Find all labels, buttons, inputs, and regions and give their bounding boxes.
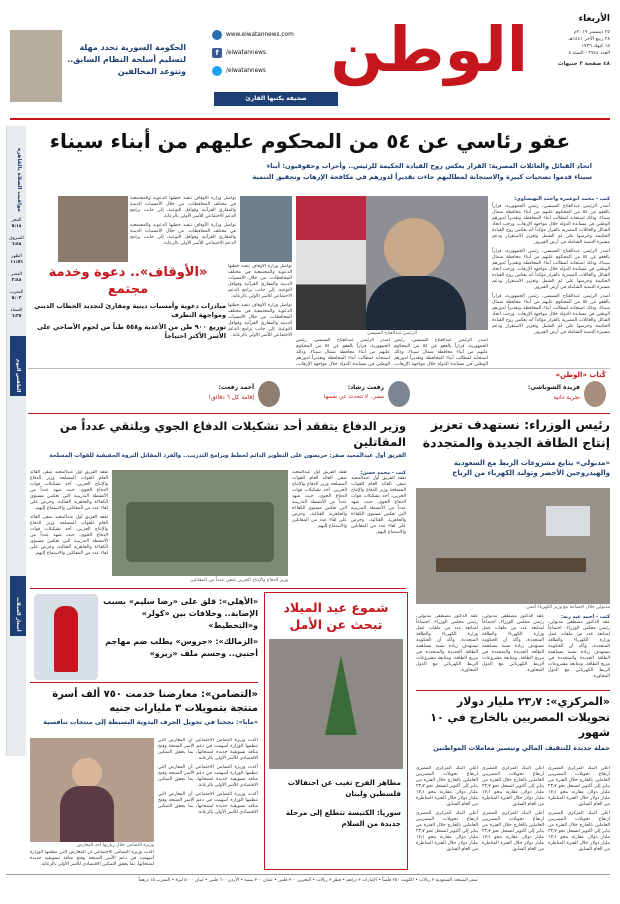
christmas-box <box>264 592 408 870</box>
pm-bullet: «مدبولي» يتابع مشروعات الربط مع السعودية والهيدروجين الأخضر وتوليد الكهرباء من الرياح <box>452 459 610 477</box>
writer-name: رفعت رشاد: <box>347 384 384 391</box>
masthead-day: الأربعاء <box>578 14 610 24</box>
prayer-time: ٥:٠٣ <box>11 296 22 301</box>
masthead <box>0 0 620 118</box>
defense-body-col: تفقد الفريق أول عبدالمجيد صقر، القائد العام للقوات المسلحة وزير الدفاع والإنتاج الحربي، أحد تشكيلات قوات الدفاع الجوي، حيث شهد عدداً من الأنشطة التدريبية التي تعكس مستوى الكفاءة والجاهزية القتالية، وحرص على لقاء عدد من المقاتلين والاستماع إليهم. <box>30 515 108 556</box>
prayer-name: المغرب <box>9 290 24 295</box>
writer-avatar <box>584 381 606 407</box>
main-body: أصدر الرئيس عبدالفتاح السيسي، رئيس الجمهورية، قراراً بالعفو عن ٥٤ من المحكوم عليهم من أبناء محافظة شمال سيناء، وذلك استجابة لمطالب أبناء المحافظة وتقديراً لدورهم الوطني في مساندة الدولة خلال مواجهة الإرهاب، ورحب اتحاد القبائل والعائلات المصرية بالقرار مؤكداً أنه يعكس روح القيادة الحكيمة وحرصها على لم الشمل وتعزيز الاستقرار ودعم مسيرة التنمية الشاملة في أرض الفيروز. <box>492 204 610 245</box>
cbe-headline[interactable]: «المركزي»: ٢٣٫٧ مليار دولار تحويلات المصريين بالخارج في ١٠ شهور <box>430 695 610 739</box>
cbe-body-col: أعلن البنك المركزي المصري ارتفاع تحويلات المصريين العاملين بالخارج خلال الفترة من يناير إلى أكتوبر لتسجل نحو ٢٣٫٧ مليار دولار، مقارنة بنحو ١٧٫١ مليار دولار خلال الفترة المناظرة من العام السابق. <box>482 766 544 807</box>
writers-label: كُتاب «الوطن» <box>555 371 606 379</box>
awqaf-headline[interactable]: «الأوقاف».. دعوة وخدمة مجتمع <box>48 265 208 297</box>
sports-item-1[interactable]: «الأهلي»: قلق على «رضا سليم» بسبب الإصابة.. وخلافات بين «كولر» و«التخطيط» <box>103 597 258 630</box>
writer-avatar <box>388 381 410 407</box>
date-line: ٢٥ ديسمبر ٢٠١٩م <box>573 30 610 35</box>
cbe-bullet: حملة جديدة للتثقيف المالي وتيسير معاملات المواطنين <box>433 744 610 752</box>
main-story-text <box>492 196 610 368</box>
main-body-col: أصدر الرئيس عبدالفتاح السيسي، رئيس الجمهورية، قراراً بالعفو عن ٥٤ من المحكوم عليهم من أبناء محافظة شمال سيناء، وذلك استجابة لمطالب أبناء المحافظة وتقديراً لدورهم الوطني في مساندة الدولة خلال مواجهة الإرهاب، <box>394 338 488 367</box>
prayer-name: العشاء <box>10 308 23 313</box>
pm-caption: مدبولي خلال اجتماعه مع وزير الكهرباء أمس <box>526 605 610 610</box>
defense-body: تفقد الفريق أول عبدالمجيد صقر، القائد العام للقوات المسلحة وزير الدفاع والإنتاج الحربي، أحد تشكيلات قوات الدفاع الجوي، حيث شهد عدداً من الأنشطة التدريبية التي تعكس مستوى الكفاءة والجاهزية القتالية، وحرص على لقاء عدد من المقاتلين والاستماع إليهم. <box>351 476 406 535</box>
awqaf-body-col: تواصل وزارة الأوقاف تنفيذ خطتها الدعوية والمجتمعية في مختلف المحافظات، من خلال الأمسيات الدينية والمقارئ القرآنية وقوافل التوعية، إلى جانب برامج الدعم الاجتماعي للأسر الأولى بالرعاية. <box>228 264 292 299</box>
prayer-name: العصر <box>11 272 22 277</box>
masthead-tagline: صحيفة يكتبها القارئ <box>214 92 338 106</box>
pm-byline: كتب - أحمد عبد ربه: <box>561 614 610 620</box>
sports-photo <box>34 594 98 680</box>
weather-label: الطقس اليوم <box>10 336 26 396</box>
masthead-divider <box>10 118 610 120</box>
pm-headline[interactable]: رئيس الوزراء: نستهدف تعزيز إنتاج الطاقة الجديدة والمتجددة <box>422 417 610 450</box>
cbe-text <box>416 766 610 870</box>
pm-photo-table <box>436 558 586 572</box>
sports-item-2[interactable]: «الزمالك»: «جروس» يطلب ضم مهاجم أجنبي.. وحسم ملف «زيزو» <box>105 637 258 658</box>
defense-text-right <box>292 470 406 586</box>
main-photo-caption: الرئيس عبدالفتاح السيسي <box>366 331 418 336</box>
awqaf-body: تواصل وزارة الأوقاف تنفيذ خطتها الدعوية والمجتمعية في مختلف المحافظات، من خلال الأمسيات الدينية والمقارئ القرآنية وقوافل التوعية، إلى جانب برامج الدعم الاجتماعي للأسر الأولى بالرعاية. <box>130 196 236 219</box>
writer-name: أحمد رفعت: <box>218 384 254 391</box>
defense-text-left <box>30 470 108 586</box>
defense-headline[interactable]: وزير الدفاع يتفقد أحد تشكيلات الدفاع الجوي ويلتقي عدداً من المقاتلين <box>59 419 406 449</box>
cbe-body-col: أعلن البنك المركزي المصري ارتفاع تحويلات المصريين العاملين بالخارج خلال الفترة من يناير إلى أكتوبر لتسجل نحو ٢٣٫٧ مليار دولار، مقارنة بنحو ١٧٫١ مليار دولار خلال الفترة المناظرة من العام السابق. <box>416 811 478 852</box>
defense-byline: كتب - محمد حسن: <box>360 470 406 476</box>
prayer-time: ٢:٤٨ <box>11 278 22 283</box>
masthead-links <box>212 30 342 76</box>
section-divider <box>30 682 258 683</box>
writer-card[interactable] <box>160 381 280 409</box>
defense-body-col: تفقد الفريق أول عبدالمجيد صقر، القائد العام للقوات المسلحة وزير الدفاع والإنتاج الحربي، أحد تشكيلات قوات الدفاع الجوي، حيث شهد عدداً من الأنشطة التدريبية التي تعكس مستوى الكفاءة والجاهزية القتالية، وحرص على لقاء عدد من المقاتلين والاستماع إليهم. <box>30 470 108 511</box>
section-divider <box>30 588 406 589</box>
writer-title: تجربة ذاتية <box>553 394 580 401</box>
writer-title: مصر.. لا تتحدث عن نفسها <box>323 394 384 400</box>
awqaf-body-cont: تواصل وزارة الأوقاف تنفيذ خطتها الدعوية والمجتمعية في مختلف المحافظات، من خلال الأمسيات الدينية والمقارئ القرآنية وقوافل التوعية، إلى جانب برامج الدعم الاجتماعي للأسر الأولى بالرعاية. <box>130 223 236 246</box>
writer-avatar <box>258 381 280 407</box>
awqaf-lower-text <box>228 264 292 368</box>
cbe-body-col: أعلن البنك المركزي المصري ارتفاع تحويلات المصريين العاملين بالخارج خلال الفترة من يناير إلى أكتوبر لتسجل نحو ٢٣٫٧ مليار دولار، مقارنة بنحو ١٧٫١ مليار دولار خلال الفترة المناظرة من العام السابق. <box>416 766 478 807</box>
section-divider <box>28 413 610 414</box>
takaful-body-col: أكدت وزيرة التضامن الاجتماعي أن المعارض التي تنظمها الوزارة أسهمت في دعم الأسر المنتجة وفتح منافذ تسويقية جديدة لمنتجاتها، بما يحقق التمكين الاقتصادي للأسر الأولى بالرعاية. <box>30 850 154 867</box>
prayer-name: الظهر <box>11 254 22 259</box>
takaful-figure <box>72 758 102 788</box>
writer-card[interactable] <box>290 381 410 409</box>
awqaf-bullet-2: توزيع ٩٠٠ طن من الأغذية و٥٥٨ طناً من لحوم الأضاحي على الأسر الأكثر احتياجاً <box>37 323 226 340</box>
awqaf-text <box>130 196 236 262</box>
facebook-icon: f <box>212 48 222 58</box>
christmas-bullet-2: سوريا: الكنيسة تتطلع إلى مرحلة جديدة من السلام <box>285 808 401 828</box>
writer-title: إقامة كل ٦ دقائق! <box>208 394 254 401</box>
masthead-logo: الوطن <box>330 13 528 86</box>
section-divider <box>416 690 610 691</box>
main-body-cont: أصدر الرئيس عبدالفتاح السيسي، رئيس الجمهورية، قراراً بالعفو عن ٥٤ من المحكوم عليهم من أبناء محافظة شمال سيناء، وذلك استجابة لمطالب أبناء المحافظة وتقديراً لدورهم الوطني في مساندة الدولة خلال مواجهة الإرهاب، ورحب اتحاد القبائل والعائلات المصرية بالقرار مؤكداً أنه يعكس روح القيادة الحكيمة وحرصها على لم الشمل وتعزيز الاستقرار ودعم مسيرة التنمية الشاملة في أرض الفيروز. <box>492 249 610 290</box>
awqaf-body-col: تواصل وزارة الأوقاف تنفيذ خطتها الدعوية والمجتمعية في مختلف المحافظات، من خلال الأمسيات الدينية والمقارئ القرآنية وقوافل التوعية، إلى جانب برامج الدعم الاجتماعي للأسر الأولى بالرعاية. <box>228 303 292 338</box>
main-story-lower <box>296 338 488 368</box>
defense-deck: الفريق أول عبدالمجيد صقر: حريصون على التطوير الدائم لخطط وبرامج التدريب.. والفرد المقاتل الثروة الحقيقية للقوات المسلحة <box>49 453 406 459</box>
cbe-body: أعلن البنك المركزي المصري ارتفاع تحويلات المصريين العاملين بالخارج خلال الفترة من يناير إلى أكتوبر لتسجل نحو ٢٣٫٧ مليار دولار، مقارنة بنحو ١٧٫١ مليار دولار خلال الفترة المناظرة من العام السابق. <box>548 766 610 807</box>
main-body-col: أصدر الرئيس عبدالفتاح السيسي، رئيس الجمهورية، قراراً بالعفو عن ٥٤ من المحكوم عليهم من أبناء محافظة شمال سيناء، وذلك استجابة لمطالب أبناء المحافظة وتقديراً لدورهم الوطني في مساندة الدولة خلال مواجهة الإرهاب، <box>296 338 390 367</box>
masthead-promo[interactable]: الحكومة السورية تحدد مهلة لتسليم أسلحة النظام السابق.. وتتوعد المخالفين <box>67 43 186 76</box>
cbe-body-cont: أعلن البنك المركزي المصري ارتفاع تحويلات المصريين العاملين بالخارج خلال الفترة من يناير إلى أكتوبر لتسجل نحو ٢٣٫٧ مليار دولار، مقارنة بنحو ١٧٫١ مليار دولار خلال الفترة المناظرة من العام السابق. <box>548 811 610 852</box>
defense-body-col: تفقد الفريق أول عبدالمجيد صقر، القائد العام للقوات المسلحة وزير الدفاع والإنتاج الحربي، أحد تشكيلات قوات الدفاع الجوي، حيث شهد عدداً من الأنشطة التدريبية التي تعكس مستوى الكفاءة والجاهزية القتالية، وحرص على لقاء عدد من المقاتلين والاستماع إليهم. <box>292 470 347 529</box>
date-line: ١٥ كيهك ١٧٣٦ <box>581 44 610 49</box>
cbe-body-col: أعلن البنك المركزي المصري ارتفاع تحويلات المصريين العاملين بالخارج خلال الفترة من يناير إلى أكتوبر لتسجل نحو ٢٣٫٧ مليار دولار، مقارنة بنحو ١٧٫١ مليار دولار خلال الفترة المناظرة من العام السابق. <box>482 811 544 852</box>
sidebar <box>6 126 26 756</box>
christmas-tree <box>325 655 357 735</box>
sports-player <box>54 606 78 672</box>
pm-photo <box>416 488 610 604</box>
date-line: ٢٨ ربيع الآخر ١٤٤١هـ <box>568 37 610 42</box>
pm-body-col: عقد الدكتور مصطفى مدبولي، رئيس مجلس الوزراء، اجتماعاً لمتابعة عدد من ملفات عمل وزارة الكهرباء والطاقة المتجددة، وأكد أن الحكومة تستهدف زيادة نسبة مساهمة الطاقة الجديدة والمتجددة في مزيج الطاقة، ومتابعة مشروعات الربط الكهربائي مع الدول المجاورة. <box>416 614 478 673</box>
main-deck-1: اتحاد القبائل والعائلات المصرية: القرار يعكس روح القيادة الحكيمة للرئيس.. وأحزاب وحقوقيون: أبناء <box>266 162 592 170</box>
defense-photo <box>112 470 288 576</box>
takaful-bullet: «مايا»: نجحنا في تحويل الحرف اليدوية البسيطة إلى منتجات تنافسية <box>43 718 258 726</box>
christmas-headline[interactable]: شموع عيد الميلاد تبحث عن الأمل <box>283 600 389 632</box>
awqaf-photo <box>58 196 128 262</box>
footer-bar <box>6 874 610 888</box>
christmas-bullet-1: مظاهر الفرح تغيب عن احتفالات فلسطين ولبنان <box>287 778 401 798</box>
takaful-body-cont: أكدت وزيرة التضامن الاجتماعي أن المعارض التي تنظمها الوزارة أسهمت في دعم الأسر المنتجة وفتح منافذ تسويقية جديدة لمنتجاتها، بما يحقق التمكين الاقتصادي للأسر الأولى بالرعاية. <box>158 765 258 788</box>
portrait-suit <box>366 276 466 330</box>
portrait-shape <box>384 218 444 278</box>
defense-caption: وزير الدفاع والإنتاج الحربي يلتقي عدداً من المقاتلين <box>190 578 288 583</box>
prayer-time: ١١:٥٦ <box>10 260 23 265</box>
facebook-link[interactable]: /elwatannews <box>226 49 266 56</box>
prayer-list <box>7 216 26 322</box>
twitter-link[interactable]: /elwatannews <box>226 67 266 74</box>
footer-prices: سعر النسخة: السعودية ٣ ريالات • الكويت ٢٥٠ فلساً • الإمارات ٣ دراهم • قطر ٣ ريالات • البحرين ٣٠٠ فلس • عمان ٣٠٠ بيسة • الأردن ٦٠٠ فلس • لبنان ٥٠٠٠ ليرة • المغرب ١٥ درهماً <box>138 878 478 883</box>
prayer-time: ٦:٤٨ <box>11 242 22 247</box>
prayer-time: ٦:٢٥ <box>11 314 22 319</box>
takaful-headline[interactable]: «التضامن»: معارضنا خدمت ٧٥٠ ألف أسرة منتجة بتمويلات ٣ مليارات جنيه <box>52 689 258 714</box>
prayer-time: ٥:١٨ <box>11 224 22 229</box>
takaful-body-cont: أكدت وزيرة التضامن الاجتماعي أن المعارض التي تنظمها الوزارة أسهمت في دعم الأسر المنتجة وفتح منافذ تسويقية جديدة لمنتجاتها، بما يحقق التمكين الاقتصادي للأسر الأولى بالرعاية. <box>158 792 258 815</box>
website-link[interactable]: www.elwatannews.com <box>226 31 294 38</box>
main-byline: كتب - محمد أبوعمرة وأحمد البهنساوي: <box>514 196 610 202</box>
date-line: العدد ٢٧٤٤ - السنة ٨ <box>568 51 610 56</box>
promo-photo <box>10 30 62 102</box>
takaful-text-lower <box>30 850 154 870</box>
currency-label: أسعار العملات <box>10 576 26 636</box>
takaful-figure-body <box>60 786 114 842</box>
main-photo <box>296 196 488 330</box>
flag-graphic <box>296 196 366 330</box>
prayer-name: الفجر <box>11 218 22 223</box>
takaful-caption: وزيرة التضامن خلال زيارتها أحد المعارض <box>76 843 154 848</box>
takaful-body: أكدت وزيرة التضامن الاجتماعي أن المعارض التي تنظمها الوزارة أسهمت في دعم الأسر المنتجة وفتح منافذ تسويقية جديدة لمنتجاتها، بما يحقق التمكين الاقتصادي للأسر الأولى بالرعاية. <box>158 738 258 761</box>
globe-icon <box>212 30 222 40</box>
masthead-price: ٤٨ صفحة ٣ جنيهات <box>557 61 610 67</box>
takaful-text <box>158 738 258 868</box>
defense-photo-group <box>126 502 274 562</box>
main-body-cont: أصدر الرئيس عبدالفتاح السيسي، رئيس الجمهورية، قراراً بالعفو عن ٥٤ من المحكوم عليهم من أبناء محافظة شمال سيناء، وذلك استجابة لمطالب أبناء المحافظة وتقديراً لدورهم الوطني في مساندة الدولة خلال مواجهة الإرهاب، ورحب اتحاد القبائل والعائلات المصرية بالقرار مؤكداً أنه يعكس روح القيادة الحكيمة وحرصها على لم الشمل وتعزيز الاستقرار ودعم مسيرة التنمية الشاملة في أرض الفيروز. <box>492 294 610 335</box>
prayer-name: الشروق <box>9 236 24 241</box>
masthead-date-block <box>530 29 610 68</box>
awqaf-photo-2 <box>240 196 292 262</box>
writer-name: فريدة الشوباشي: <box>527 384 580 391</box>
sidebar-label: مواقيت الصلاة بالقاهرة <box>16 148 22 212</box>
takaful-photo <box>30 738 154 842</box>
pm-text <box>416 614 610 686</box>
awqaf-bullet-1: مبادرات دعوية وأمسيات دينية ومقارئ لتجديد الخطاب الديني ومواجهة التطرف <box>34 302 226 319</box>
twitter-icon <box>212 66 222 76</box>
main-deck-2: سيناء قدموا تضحيات كبيرة والاستجابة لمطالبهم جاءت تقديراً لدورهم في مكافحة الإرهاب وتحقيق التنمية <box>252 173 592 181</box>
pm-photo-screen <box>546 506 590 536</box>
pm-body-col: عقد الدكتور مصطفى مدبولي، رئيس مجلس الوزراء، اجتماعاً لمتابعة عدد من ملفات عمل وزارة الكهرباء والطاقة المتجددة، وأكد أن الحكومة تستهدف زيادة نسبة مساهمة الطاقة الجديدة والمتجددة في مزيج الطاقة، ومتابعة مشروعات الربط الكهربائي مع الدول المجاورة. <box>482 614 544 673</box>
pm-body: عقد الدكتور مصطفى مدبولي، رئيس مجلس الوزراء، اجتماعاً لمتابعة عدد من ملفات عمل وزارة الكهرباء والطاقة المتجددة، وأكد أن الحكومة تستهدف زيادة نسبة مساهمة الطاقة الجديدة والمتجددة في مزيج الطاقة، ومتابعة مشروعات الربط الكهربائي مع الدول المجاورة. <box>548 620 610 679</box>
writers-strip <box>28 368 610 412</box>
writer-card[interactable] <box>486 381 606 409</box>
main-headline[interactable]: عفو رئاسي عن ٥٤ من المحكوم عليهم من أبناء سيناء <box>49 129 571 153</box>
christmas-photo <box>269 639 403 769</box>
